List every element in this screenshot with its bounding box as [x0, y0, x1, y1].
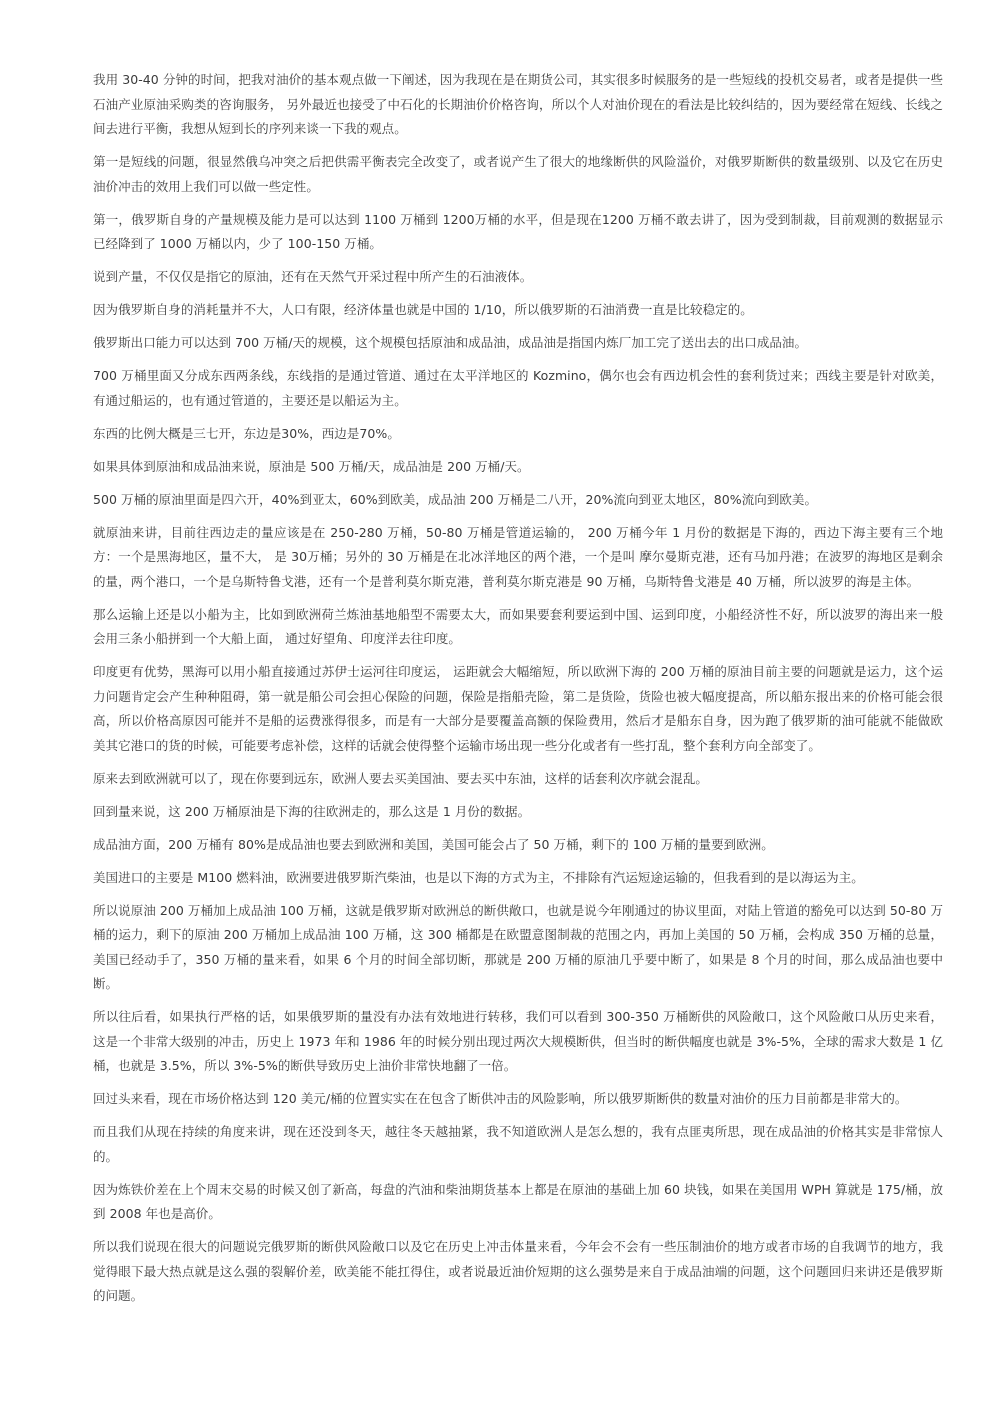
paragraph-4: 说到产量，不仅仅是指它的原油，还有在天然气开采过程中所产生的石油液体。 — [93, 269, 533, 284]
paragraph-12: 那么运输上还是以小船为主，比如到欧洲荷兰炼油基地船型不需要太大，而如果要套利要运到中国、运到印度，小船经济性不好，所以波罗的海出来一般会用三条小船拼到一个大船上面， 通过好望角、印度洋去往印度。 — [93, 606, 943, 646]
paragraph-20: 回过头来看，现在市场价格达到 120 美元/桶的位置实实在在包含了断供冲击的风险影响，所以俄罗斯断供的数量对油价的压力目前都是非常大的。 — [93, 1091, 908, 1106]
paragraph-16: 成品油方面，200 万桶有 80%是成品油也要去到欧洲和美国，美国可能会占了 50 万桶，剩下的 100 万桶的量要到欧洲。 — [93, 836, 774, 852]
paragraph-19: 所以往后看，如果执行严格的话，如果俄罗斯的量没有办法有效地进行转移，我们可以看到 300-350 万桶断供的风险敞口，这个风险敞口从历史来看，这是一个非常大级别的冲击，历史上 1973 年和 1986 年的时候分别出现过两次大规模断供，但当时的断供幅度也就是 3%-5%，全球的需求大数是 1 亿桶，也就是 3.5%，所以 3%-5%的断供导致历史上油价非常快地翻了一倍。 — [93, 1009, 943, 1073]
paragraph-6: 俄罗斯出口能力可以达到 700 万桶/天的规模，这个规模包括原油和成品油，成品油是指国内炼厂加工完了送出去的出口成品油。 — [93, 335, 808, 350]
paragraph-22: 因为炼铁价差在上个周末交易的时候又创了新高，每盘的汽油和柴油期货基本上都是在原油的基础上加 60 块钱，如果在美国用 WPH 算就是 175/桶，放到 2008 年也是高价。 — [93, 1181, 943, 1221]
paragraph-3: 第一，俄罗斯自身的产量规模及能力是可以达到 1100 万桶到 1200万桶的水平，但是现在1200 万桶不敢去讲了，因为受到制裁，目前观测的数据显示已经降到了 1000 万桶以内，少了 100-150 万桶。 — [93, 211, 943, 251]
paragraph-14: 原来去到欧洲就可以了，现在你要到远东，欧洲人要去买美国油、要去买中东油，这样的话套利次序就会混乱。 — [93, 770, 708, 786]
paragraph-11: 就原油来讲，目前往西边走的量应该是在 250-280 万桶，50-80 万桶是管道运输的， 200 万桶今年 1 月份的数据是下海的，西边下海主要有三个地方：一个是黑海地区，量不大， 是 30万桶；另外的 30 万桶是在北冰洋地区的两个港，一个是叫 摩尔曼斯克港，还有马加丹港；在波罗的海地区是剩余的量，两个港口，一个是乌斯特鲁戈港，还有一个是普利莫尔斯克港，普利莫尔斯克港是 90 万桶，乌斯特鲁戈港是 40 万桶，所以波罗的海是主体。 — [93, 524, 943, 589]
paragraph-18: 所以说原油 200 万桶加上成品油 100 万桶，这就是俄罗斯对欧洲总的断供敞口，也就是说今年刚通过的协议里面，对陆上管道的豁免可以达到 50-80 万桶的运力，剩下的原油 200 万桶加上成品油 100 万桶，这 300 桶都是在欧盟意图制裁的范围之内，再加上美国的 50 万桶，会构成 350 万桶的总量，美国已经动手了，350 万桶的量来看，如果 6 个月的时间全部切断，那就是 200 万桶的原油几乎要中断了，如果是 8 个月的时间，那么成品油也要中断。 — [93, 902, 943, 991]
document-body — [93, 68, 943, 1317]
paragraph-15: 回到量来说，这 200 万桶原油是下海的往欧洲走的，那么这是 1 月份的数据。 — [93, 803, 531, 819]
paragraph-2: 第一是短线的问题，很显然俄乌冲突之后把供需平衡表完全改变了，或者说产生了很大的地缘断供的风险溢价，对俄罗斯断供的数量级别、以及它在历史油价冲击的效用上我们可以做一些定性。 — [93, 154, 943, 194]
paragraph-1: 我用 30-40 分钟的时间，把我对油价的基本观点做一下阐述，因为我现在是在期货公司，其实很多时候服务的是一些短线的投机交易者，或者是提供一些石油产业原油采购类的咨询服务， 另外最近也接受了中石化的长期油价价格咨询，所以个人对油价现在的看法是比较纠结的，因为要经常在短线、长线之间去进行平衡，我想从短到长的序列来谈一下我的观点。 — [93, 72, 943, 136]
paragraph-7: 700 万桶里面又分成东西两条线，东线指的是通过管道、通过在太平洋地区的 Kozmino，偶尔也会有西边机会性的套利货过来；西线主要是针对欧美，有通过船运的，也有通过管道的，主要还是以船运为主。 — [93, 368, 943, 408]
paragraph-17: 美国进口的主要是 M100 燃料油，欧洲要进俄罗斯汽柴油，也是以下海的方式为主，不排除有汽运短途运输的，但我看到的是以海运为主。 — [93, 869, 864, 885]
paragraph-8: 东西的比例大概是三七开，东边是30%，西边是70%。 — [93, 425, 400, 441]
paragraph-23: 所以我们说现在很大的问题说完俄罗斯的断供风险敞口以及它在历史上冲击体量来看，今年会不会有一些压制油价的地方或者市场的自我调节的地方，我觉得眼下最大热点就是这么强的裂解价差，欧美能不能扛得住，或者说最近油价短期的这么强势是来自于成品油端的问题，这个问题回归来讲还是俄罗斯的问题。 — [93, 1239, 943, 1303]
paragraph-21: 而且我们从现在持续的角度来讲，现在还没到冬天，越往冬天越抽紧，我不知道欧洲人是怎么想的，我有点匪夷所思，现在成品油的价格其实是非常惊人的。 — [93, 1124, 943, 1164]
paragraph-10: 500 万桶的原油里面是四六开，40%到亚太，60%到欧美，成品油 200 万桶是二八开，20%流向到亚太地区，80%流向到欧美。 — [93, 491, 818, 507]
paragraph-5: 因为俄罗斯自身的消耗量并不大，人口有限，经济体量也就是中国的 1/10，所以俄罗斯的石油消费一直是比较稳定的。 — [93, 302, 753, 317]
paragraph-9: 如果具体到原油和成品油来说，原油是 500 万桶/天，成品油是 200 万桶/天。 — [93, 458, 530, 474]
paragraph-13: 印度更有优势，黑海可以用小船直接通过苏伊士运河往印度运， 运距就会大幅缩短，所以欧洲下海的 200 万桶的原油目前主要的问题就是运力，这个运力问题肯定会产生种种阻碍，第一就是船公司会担心保险的问题，保险是指船壳险，第二是货险，货险也被大幅度提高，所以船东报出来的价格可能会很高，所以价格高原因可能并不是船的运费涨得很多，而是有一大部分是要覆盖高额的保险费用，然后才是船东自身，因为跑了俄罗斯的油可能就不能做欧美其它港口的货的时候，可能要考虑补偿，这样的话就会使得整个运输市场出现一些分化或者有一些打乱，整个套利方向全部变了。 — [93, 664, 943, 753]
